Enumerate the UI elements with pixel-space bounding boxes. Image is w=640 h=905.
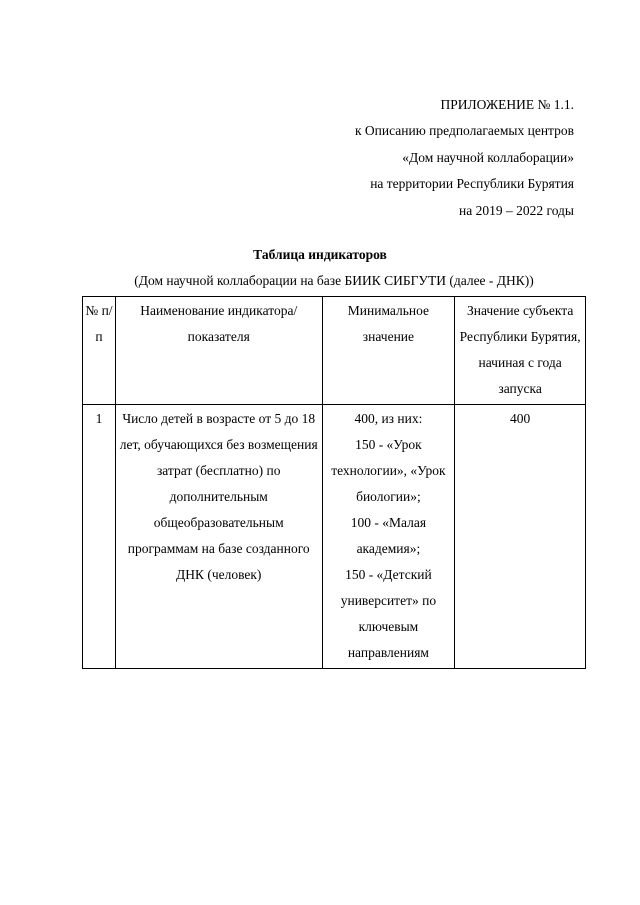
appendix-header	[355, 92, 574, 224]
cell-indicator-name: Число детей в возрасте от 5 до 18 лет, обучающихся без возмещения затрат (бесплатно) по дополнительным общеобразовательным программам на базе созданного ДНК (человек)	[115, 405, 322, 669]
cell-min-value	[322, 405, 455, 669]
table-row	[83, 405, 586, 669]
table-header-row	[83, 297, 586, 405]
header-cell-min-value: Минимальное значение	[322, 297, 455, 405]
table-title: Таблица индикаторов	[253, 247, 387, 262]
min-value-part: 150 - «Урок технологии», «Урок биологии»;	[331, 437, 446, 504]
appendix-number: ПРИЛОЖЕНИЕ № 1.1.	[440, 97, 574, 112]
header-cell-number: № п/п	[83, 297, 116, 405]
appendix-period: на 2019 – 2022 годы	[459, 202, 574, 218]
cell-number: 1	[83, 405, 116, 669]
header-cell-indicator-name: Наименование индикатора/показателя	[115, 297, 322, 405]
appendix-ref-line: на территории Республики Бурятия	[370, 176, 574, 192]
appendix-ref-line: «Дом научной коллаборации»	[402, 149, 574, 165]
min-value-part: 100 - «Малая академия»;	[350, 515, 427, 556]
min-value-total: 400, из них:	[354, 411, 423, 426]
cell-region-value: 400	[455, 405, 586, 669]
appendix-ref-line: к Описанию предполагаемых центров	[354, 123, 574, 139]
header-cell-region-value: Значение субъекта Республики Бурятия, начиная с года запуска	[455, 297, 586, 405]
min-value-part: 150 - «Детский университет» по ключевым направлениям	[340, 567, 437, 660]
indicators-table	[82, 296, 586, 669]
table-subtitle: (Дом научной коллаборации на базе БИИК СИБГУТИ (далее - ДНК))	[134, 273, 534, 288]
